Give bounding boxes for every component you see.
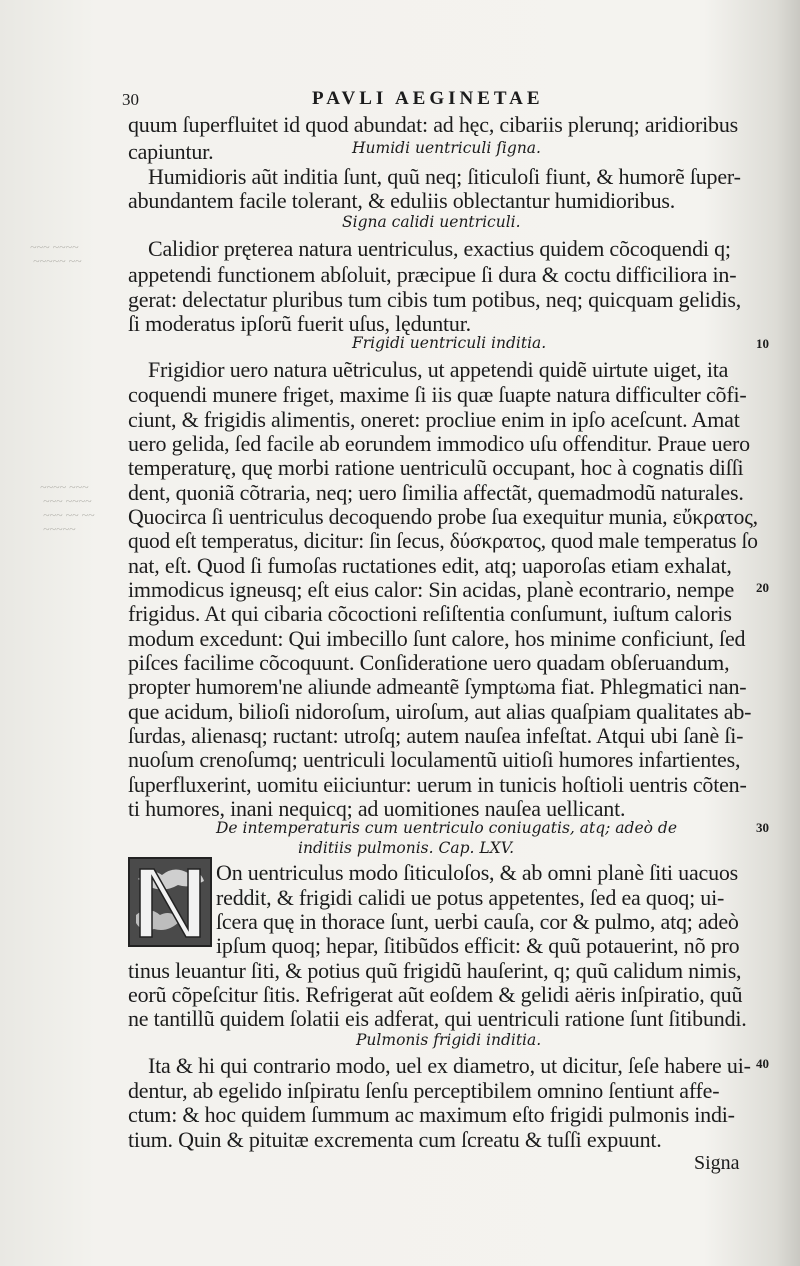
text-line: dentur, ab egelido inſpiratu ſenſu perceptibilem omnino ſentiunt affe-	[128, 1078, 720, 1103]
text-line: ctum: & hoc quidem ſummum ac maximum eſto frigidi pulmonis indi-	[128, 1102, 735, 1127]
decorated-initial	[128, 857, 212, 947]
text-line: coquendi munere friget, maxime ſi iis quæ ſuapte natura difficulter cõfi-	[128, 382, 747, 407]
text-line: ſurdas, alienasq; ructant: utroſq; autem nauſea infeſtat. Atqui ubi ſanè ſi-	[128, 723, 744, 748]
margin-line-number: 40	[756, 1056, 769, 1071]
section-heading: Frigidi uentriculi inditia.	[352, 334, 547, 352]
text-line: dent, quoniã cõtraria, neq; uero ſimilia affectãt, quemadmodũ naturales.	[128, 480, 744, 505]
text-line: abundantem facile tolerant, & eduliis oblectantur humidioribus.	[128, 188, 676, 213]
text-line: modum excedunt: Qui imbecillo ſunt calore, hos minime conficiunt, ſed	[128, 626, 746, 651]
text-line: ti humores, inani nequicq; ad uomitiones nauſea uellicant.	[128, 796, 626, 821]
text-line: propter humorem'ne aliunde admeantẽ ſymptωma fiat. Phlegmatici nan-	[128, 674, 747, 699]
margin-line-number: 20	[756, 580, 769, 595]
text-line: quod eſt temperatus, dicitur: ſin ſecus, δύσκρατος, quod male temperatus ſo	[128, 528, 758, 553]
text-line: uero gelida, ſed facile ab eorundem immodico uſu offenditur. Praue uero	[128, 431, 750, 456]
text-line: On uentriculus modo ſiticuloſos, & ab omni planè ſiti uacuos	[216, 860, 739, 885]
text-line: ſcera quę in thorace ſunt, uerbi cauſa, cor & pulmo, atq; adeò	[216, 909, 739, 934]
text-line: nat, eſt. Quod ſi fumoſas ructationes edit, atq; uaporoſas etiam exhalat,	[128, 553, 732, 578]
text-line: piſces facilime cõcoquunt. Conſideratione uero quadam obſeruandum,	[128, 650, 730, 675]
page-header	[122, 88, 762, 110]
text-line: frigidus. At qui cibaria cõcoctioni reſiſtentia conſumunt, iuſtum caloris	[128, 601, 732, 626]
text-line: gerat: delectatur pluribus tum cibis tum potibus, neq; quicquam gelidis,	[128, 287, 742, 312]
text-line: ipſum quoq; hepar, ſitibũdos efficit: & quũ potauerint, nõ pro	[216, 933, 740, 958]
text-line: Frigidior uero natura uẽtriculus, ut appetendi quidẽ uirtute uiget, ita	[148, 357, 729, 382]
section-heading: Signa calidi uentriculi.	[342, 213, 521, 231]
text-line: immodicus igneusq; eſt eius calor: Sin acidas, planè econtrario, nempe	[128, 577, 735, 602]
text-line: ſuperfluxerint, uomitu eiiciuntur: uerum in tunicis hoſtioli uentris cõten-	[128, 772, 747, 797]
margin-line-number: 10	[756, 336, 769, 351]
section-heading: Humidi uentriculi ſigna.	[352, 139, 541, 157]
chapter-heading: inditiis pulmonis. Cap. LXV.	[298, 839, 515, 857]
text-line: que acidum, bilioſi nidoroſum, uiroſum, aut alias quaſpiam qualitates ab-	[128, 699, 752, 724]
text-line: ne tantillũ quidem ſolatii eis adferat, qui uentriculi ratione ſunt ſitibundi.	[128, 1006, 747, 1031]
text-line: Ita & hi qui contrario modo, uel ex diametro, ut dicitur, ſeſe habere ui-	[148, 1053, 751, 1078]
text-line: capiuntur.	[128, 139, 214, 164]
text-line: reddit, & frigidi calidi ue potus appetentes, ſed ea quoq; ui-	[216, 885, 725, 910]
text-line: eorũ cõpeſcitur ſitis. Refrigerat aũt eoſdem & gelidi aëris inſpiratio, quũ	[128, 982, 743, 1007]
running-head: PAVLI AEGINETAE	[312, 88, 544, 109]
text-line: appetendi functionem abſoluit, præcipue ſi dura & coctu difficiliora in-	[128, 262, 737, 287]
text-line: Calidior pręterea natura uentriculus, exactius quidem cõcoquendi q;	[148, 236, 731, 261]
text-line: ſi moderatus ipſorũ fuerit uſus, lęduntur.	[128, 311, 471, 336]
section-heading: Pulmonis frigidi inditia.	[356, 1031, 542, 1049]
bleed-through-mark: ~~~~ ~~~ ~~~ ~~~~ ~~~ ~~ ~~ ~~~~~	[40, 480, 95, 536]
bleed-through-mark: ~~~ ~~~~ ~~~~~ ~~	[30, 240, 82, 268]
margin-line-number: 30	[756, 820, 769, 835]
initial-n-icon	[130, 859, 210, 945]
text-line: ciunt, & frigidis alimentis, oneret: procliue enim in ipſo aceſcunt. Amat	[128, 407, 740, 432]
catchword: Signa	[694, 1152, 740, 1174]
chapter-heading: De intemperaturis cum uentriculo coniugatis, atq; adeò de	[216, 819, 677, 837]
text-line: tinus leuantur ſiti, & potius quũ frigidũ hauſerint, q; quũ calidum nimis,	[128, 958, 742, 983]
text-line: nuoſum crenoſumq; uentriculi loculamentũ uitioſi humores infartientes,	[128, 747, 741, 772]
folio-number: 30	[122, 90, 139, 109]
text-line: Humidioris aũt inditia ſunt, quũ neq; ſiticuloſi fiunt, & humorẽ ſuper-	[148, 164, 741, 189]
text-line: temperaturę, quę morbi ratione uentriculũ occupant, hoc à cognatis diſſi	[128, 455, 744, 480]
text-line: tium. Quin & pituitæ excrementa cum ſcreatu & tuſſi expuunt.	[128, 1127, 662, 1152]
text-line: quum ſuperfluitet id quod abundat: ad hęc, cibariis plerunq; aridioribus	[128, 112, 739, 137]
text-line: Quocirca ſi uentriculus decoquendo probe ſua exequitur munia, εὔκρατος,	[128, 504, 758, 529]
